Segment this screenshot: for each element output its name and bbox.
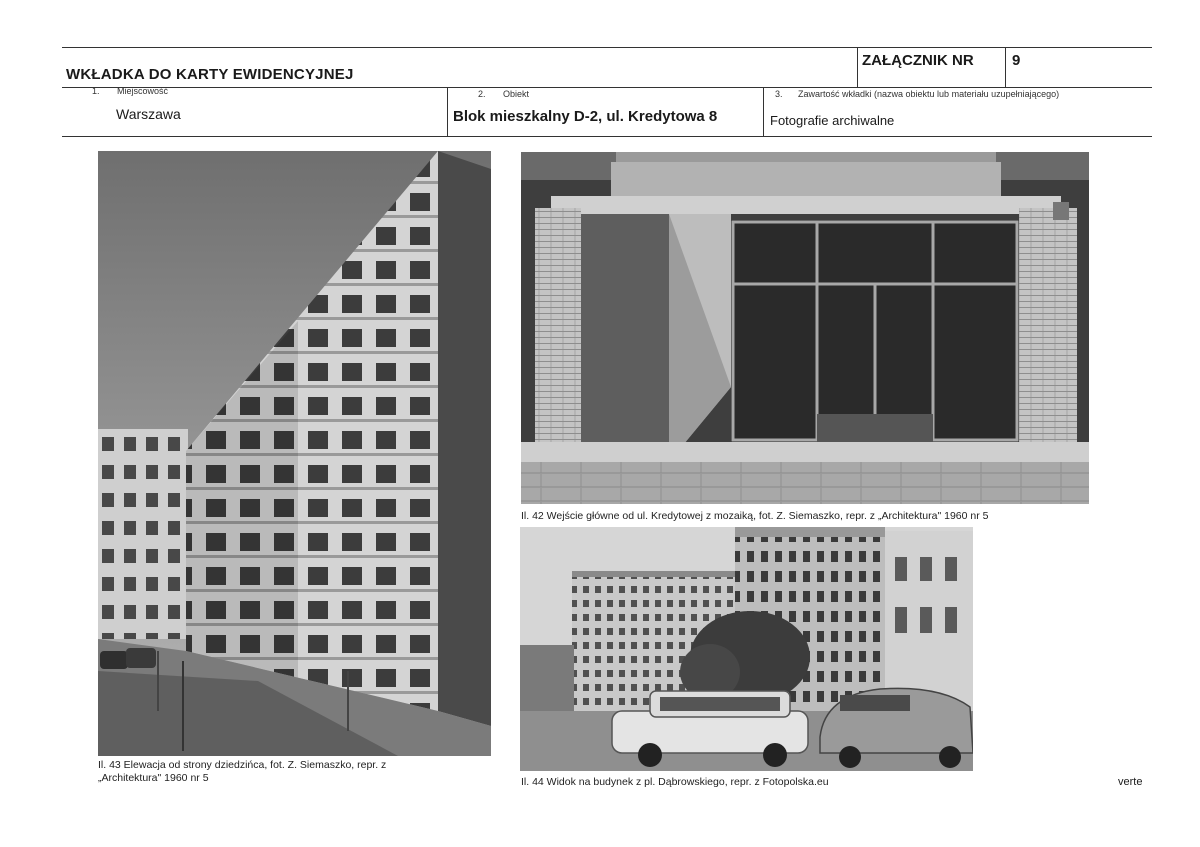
header-field-divider-1 <box>447 87 448 137</box>
document-title: WKŁADKA DO KARTY EWIDENCYJNEJ <box>66 66 354 83</box>
header-field-rule <box>62 87 1152 88</box>
field-value-locality: Warszawa <box>116 106 181 122</box>
header-annex-left-divider <box>857 47 858 87</box>
field-number-locality: 1. <box>92 86 100 96</box>
caption-courtyard-elevation-line2: „Architektura" 1960 nr 5 <box>98 772 209 784</box>
photo-square-view-image <box>520 527 973 771</box>
field-value-object: Blok mieszkalny D-2, ul. Kredytowa 8 <box>453 108 718 125</box>
header-top-rule <box>62 47 1152 48</box>
field-number-object: 2. <box>478 89 486 99</box>
field-caption-object: Obiekt <box>503 89 530 99</box>
caption-square-view: Il. 44 Widok na budynek z pl. Dąbrowskiego, repr. z Fotopolska.eu <box>521 776 829 788</box>
field-value-contents: Fotografie archiwalne <box>770 113 895 128</box>
header-bottom-rule <box>62 136 1152 137</box>
photo-main-entrance-image <box>521 152 1089 504</box>
annex-number: 9 <box>1012 52 1021 69</box>
photo-courtyard-elevation-image <box>98 151 491 756</box>
caption-courtyard-elevation <box>98 759 478 785</box>
header-field-divider-2 <box>763 87 764 137</box>
photo-courtyard-elevation <box>98 151 491 756</box>
caption-main-entrance: Il. 42 Wejście główne od ul. Kredytowej z mozaiką, fot. Z. Siemaszko, repr. z „Architektura" 1960 nr 5 <box>521 510 989 522</box>
field-caption-contents: Zawartość wkładki (nazwa obiektu lub materiału uzupełniającego) <box>798 89 1060 99</box>
verte-note: verte <box>1118 776 1143 788</box>
field-caption-locality: Miejscowość <box>117 86 169 96</box>
caption-courtyard-elevation-line1: Il. 43 Elewacja od strony dziedzińca, fot. Z. Siemaszko, repr. z <box>98 759 387 771</box>
field-number-contents: 3. <box>775 89 783 99</box>
header-annex-divider <box>1005 47 1006 87</box>
photo-square-view <box>520 527 973 771</box>
annex-label: ZAŁĄCZNIK NR <box>862 52 974 69</box>
photo-main-entrance <box>521 152 1089 504</box>
